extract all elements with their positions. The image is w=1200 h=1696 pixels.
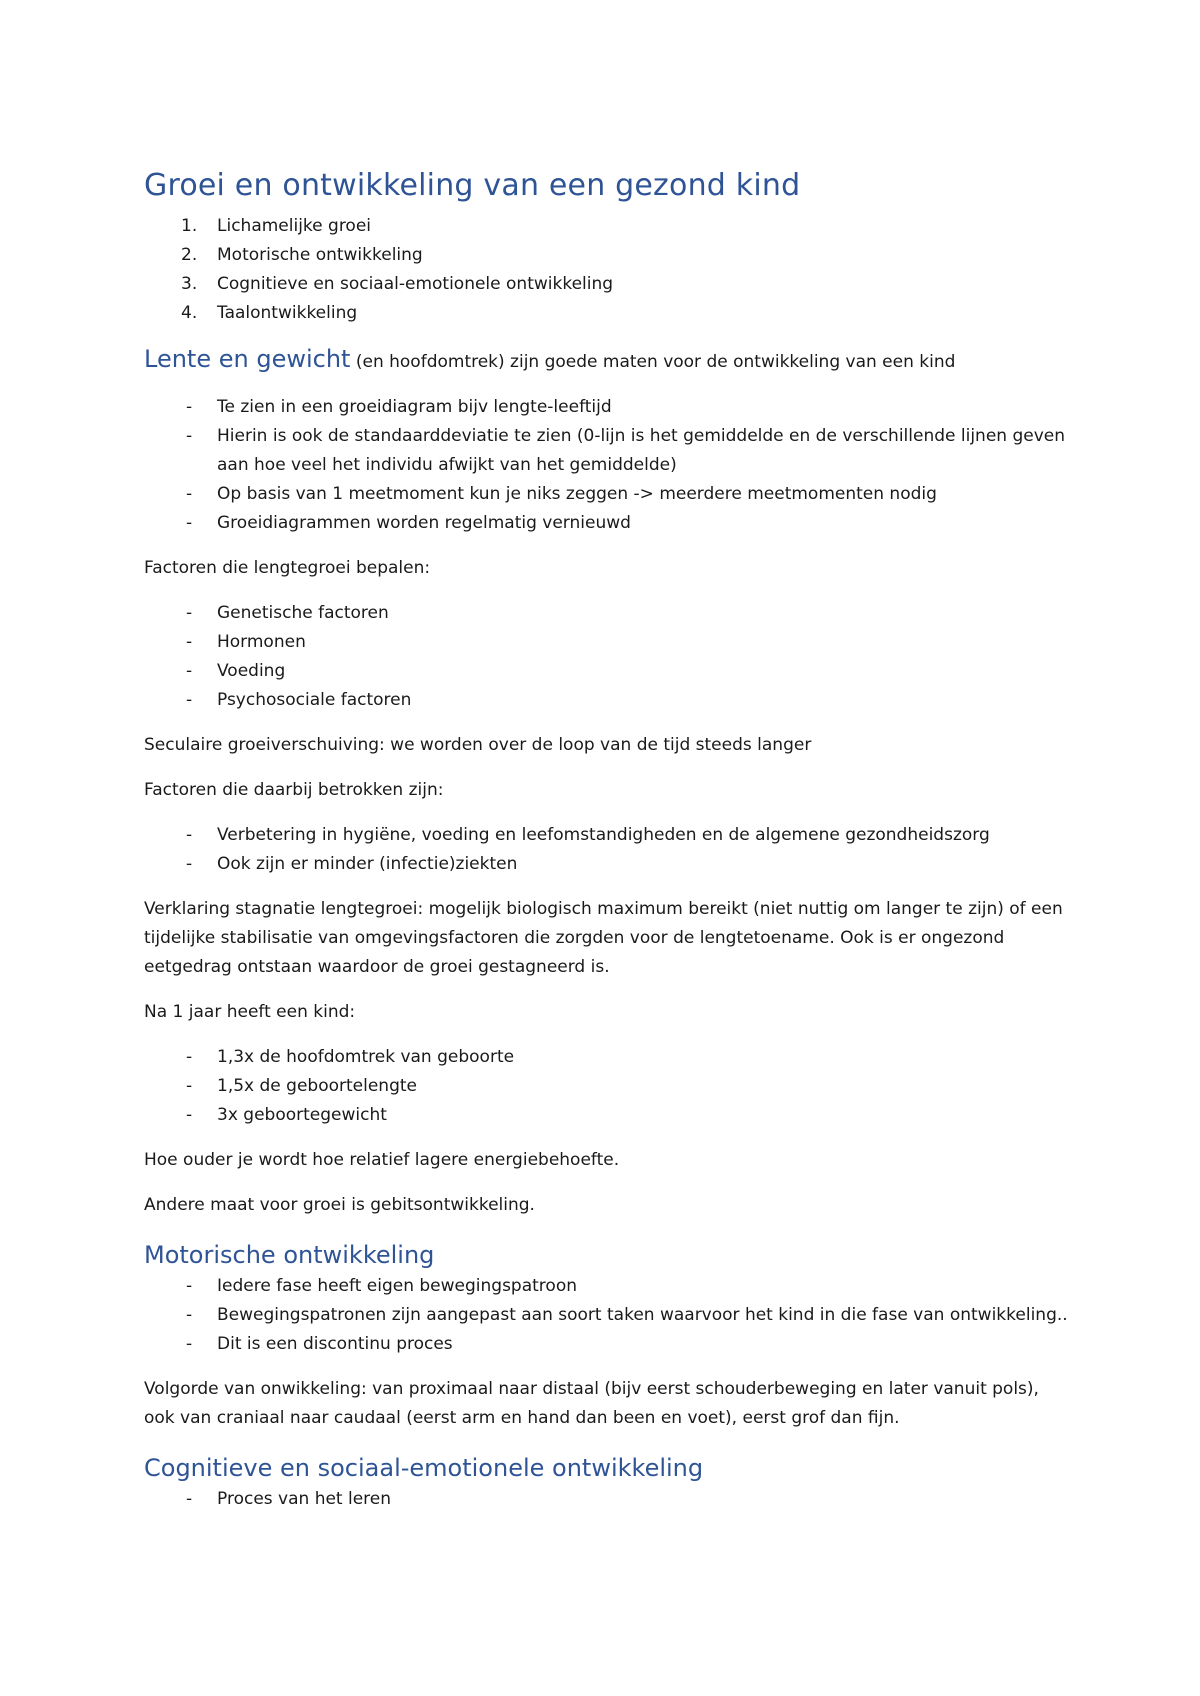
motorisch-heading: Motorische ontwikkeling bbox=[144, 1241, 435, 1269]
list-item-text: Voeding bbox=[217, 661, 286, 681]
list-item-text: Dit is een discontinu proces bbox=[217, 1334, 453, 1354]
toc-item-text: Cognitieve en sociaal-emotionele ontwikkeling bbox=[217, 274, 614, 294]
list-item-text: 3x geboortegewicht bbox=[217, 1105, 387, 1125]
list-number: 2. bbox=[181, 245, 198, 265]
list-item-text: Bewegingspatronen zijn aangepast aan soort taken waarvoor het kind in die fase van ontwikkeling.. bbox=[217, 1305, 1068, 1325]
dash-marker: - bbox=[186, 825, 193, 845]
factors-intro: Factoren die lengtegroei bepalen: bbox=[144, 558, 431, 578]
toc-item-text: Lichamelijke groei bbox=[217, 216, 372, 236]
page-title: Groei en ontwikkeling van een gezond kind bbox=[144, 168, 801, 203]
dash-marker: - bbox=[186, 603, 193, 623]
dash-marker: - bbox=[186, 1105, 193, 1125]
motorisch-list bbox=[144, 1272, 1074, 1359]
dash-marker: - bbox=[186, 397, 193, 417]
list-item bbox=[144, 480, 1074, 509]
list-item-text: 1,5x de geboortelengte bbox=[217, 1076, 417, 1096]
energie-paragraph: Hoe ouder je wordt hoe relatief lagere energiebehoefte. bbox=[144, 1150, 620, 1170]
list-item-text: Iedere fase heeft eigen bewegingspatroon bbox=[217, 1276, 577, 1296]
dash-marker: - bbox=[186, 1276, 193, 1296]
seculaire-paragraph: Seculaire groeiverschuiving: we worden over de loop van de tijd steeds langer bbox=[144, 735, 812, 755]
betrokken-intro: Factoren die daarbij betrokken zijn: bbox=[144, 780, 444, 800]
lengte-bullets bbox=[144, 393, 1074, 538]
toc-item bbox=[144, 212, 1074, 241]
list-item-text: Hierin is ook de standaarddeviatie te zien (0-lijn is het gemiddelde en de verschillende lijnen geven aan hoe veel het individu afwijkt van het gemiddelde) bbox=[217, 426, 1066, 475]
factors-list bbox=[144, 599, 1074, 715]
list-item-text: Genetische factoren bbox=[217, 603, 389, 623]
list-item-text: Psychosociale factoren bbox=[217, 690, 412, 710]
list-item bbox=[144, 628, 1074, 657]
dash-marker: - bbox=[186, 1489, 193, 1509]
list-item bbox=[144, 1301, 1074, 1330]
betrokken-list bbox=[144, 821, 1074, 879]
list-item-text: Proces van het leren bbox=[217, 1489, 392, 1509]
list-item bbox=[144, 1072, 1074, 1101]
dash-marker: - bbox=[186, 1047, 193, 1067]
list-item bbox=[144, 393, 1074, 422]
list-item bbox=[144, 422, 1074, 480]
list-number: 4. bbox=[181, 303, 198, 323]
list-item-text: Te zien in een groeidiagram bijv lengte-leeftijd bbox=[217, 397, 612, 417]
list-item-text: Op basis van 1 meetmoment kun je niks zeggen -> meerdere meetmomenten nodig bbox=[217, 484, 937, 504]
lengte-heading-line bbox=[144, 342, 1074, 379]
list-item-text: Groeidiagrammen worden regelmatig vernieuwd bbox=[217, 513, 631, 533]
dash-marker: - bbox=[186, 661, 193, 681]
dash-marker: - bbox=[186, 1305, 193, 1325]
cognitief-heading: Cognitieve en sociaal-emotionele ontwikkeling bbox=[144, 1454, 704, 1482]
dash-marker: - bbox=[186, 513, 193, 533]
lengte-heading-rest: (en hoofdomtrek) zijn goede maten voor de ontwikkeling van een kind bbox=[350, 352, 956, 372]
dash-marker: - bbox=[186, 854, 193, 874]
jaar-intro: Na 1 jaar heeft een kind: bbox=[144, 1002, 356, 1022]
toc-item-text: Motorische ontwikkeling bbox=[217, 245, 423, 265]
list-item-text: Ook zijn er minder (infectie)ziekten bbox=[217, 854, 518, 874]
document-content bbox=[144, 166, 1074, 1514]
dash-marker: - bbox=[186, 690, 193, 710]
list-item-text: Verbetering in hygiëne, voeding en leefomstandigheden en de algemene gezondheidszorg bbox=[217, 825, 990, 845]
toc-item bbox=[144, 299, 1074, 328]
list-number: 3. bbox=[181, 274, 198, 294]
dash-marker: - bbox=[186, 426, 193, 446]
dash-marker: - bbox=[186, 1076, 193, 1096]
toc-list bbox=[144, 212, 1074, 328]
list-item bbox=[144, 657, 1074, 686]
list-number: 1. bbox=[181, 216, 198, 236]
jaar-list bbox=[144, 1043, 1074, 1130]
list-item-text: 1,3x de hoofdomtrek van geboorte bbox=[217, 1047, 515, 1067]
dash-marker: - bbox=[186, 632, 193, 652]
volgorde-paragraph: Volgorde van onwikkeling: van proximaal naar distaal (bijv eerst schouderbeweging en later vanuit pols), ook van craniaal naar caudaal (eerst arm en hand dan been en voet), eerst grof dan fijn. bbox=[144, 1379, 1039, 1428]
verklaring-paragraph: Verklaring stagnatie lengtegroei: mogelijk biologisch maximum bereikt (niet nuttig om langer te zijn) of een tijdelijke stabilisatie van omgevingsfactoren die zorgden voor de lengtetoename. Ook is er ongezond eetgedrag ontstaan waardoor de groei gestagneerd is. bbox=[144, 899, 1063, 977]
dash-marker: - bbox=[186, 484, 193, 504]
list-item-text: Hormonen bbox=[217, 632, 306, 652]
gebit-paragraph: Andere maat voor groei is gebitsontwikkeling. bbox=[144, 1195, 535, 1215]
lengte-heading: Lente en gewicht bbox=[144, 345, 351, 373]
list-item bbox=[144, 509, 1074, 538]
toc-item bbox=[144, 270, 1074, 299]
dash-marker: - bbox=[186, 1334, 193, 1354]
list-item bbox=[144, 1043, 1074, 1072]
list-item bbox=[144, 850, 1074, 879]
toc-item bbox=[144, 241, 1074, 270]
list-item bbox=[144, 1485, 1074, 1514]
list-item bbox=[144, 686, 1074, 715]
list-item bbox=[144, 599, 1074, 628]
list-item bbox=[144, 1101, 1074, 1130]
toc-item-text: Taalontwikkeling bbox=[217, 303, 358, 323]
cognitief-list bbox=[144, 1485, 1074, 1514]
list-item bbox=[144, 1272, 1074, 1301]
list-item bbox=[144, 1330, 1074, 1359]
list-item bbox=[144, 821, 1074, 850]
